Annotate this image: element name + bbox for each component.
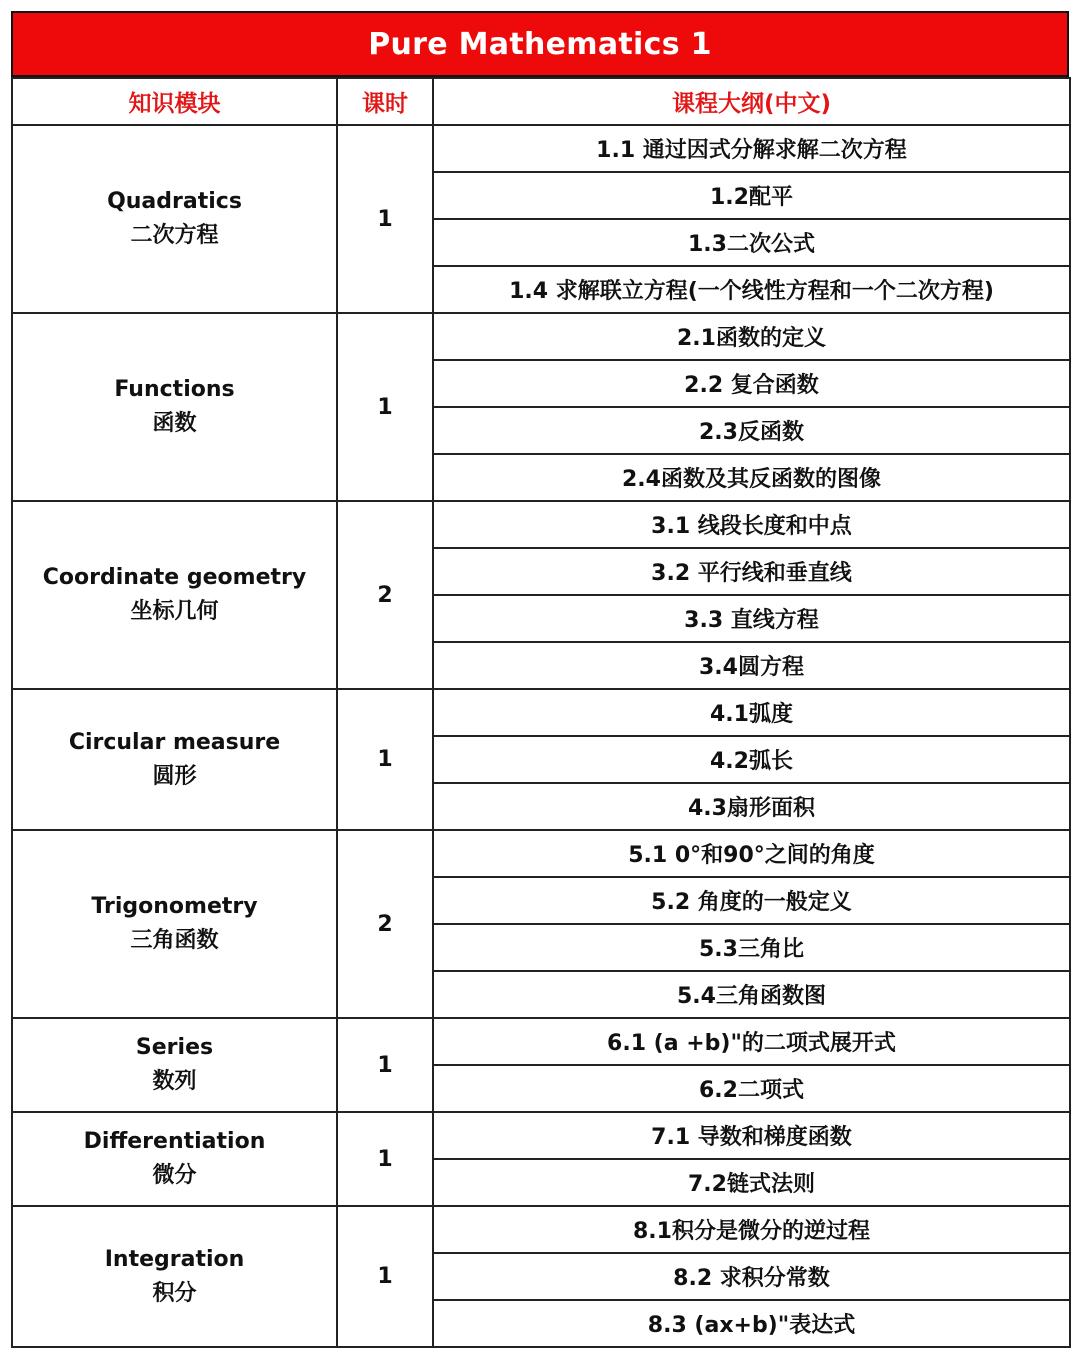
outline-item: 6.1 (a +b)"的二项式展开式 [433,1018,1070,1065]
outline-item: 1.2配平 [433,172,1070,219]
header-outline: 课程大纲(中文) [433,78,1070,125]
outline-item: 4.2弧长 [433,736,1070,783]
outline-item: 2.3反函数 [433,407,1070,454]
hours-cell: 1 [337,313,433,501]
module-name-zh: 坐标几何 [130,599,219,624]
table-row [12,1018,1070,1065]
module-cell [12,1206,337,1347]
module-name-zh: 圆形 [152,763,197,789]
hours-cell: 1 [337,689,433,830]
hours-cell: 1 [337,1018,433,1112]
module-name-en: Trigonometry [91,894,258,919]
module-name-en: Coordinate geometry [42,565,307,590]
outline-item: 3.2 平行线和垂直线 [433,548,1070,595]
table-row [12,1112,1070,1159]
outline-item: 7.1 导数和梯度函数 [433,1112,1070,1159]
module-cell [12,1018,337,1112]
module-name-zh: 函数 [152,411,197,436]
table-row [12,313,1070,360]
header-row [12,78,1070,125]
module-name-zh: 三角函数 [130,928,219,953]
outline-item: 2.2 复合函数 [433,360,1070,407]
header-hours: 课时 [337,78,433,125]
module-cell [12,501,337,689]
hours-cell: 1 [337,1112,433,1206]
outline-item: 3.3 直线方程 [433,595,1070,642]
outline-item: 5.3三角比 [433,924,1070,971]
module-cell [12,830,337,1018]
outline-item: 8.1积分是微分的逆过程 [433,1206,1070,1253]
outline-item: 8.2 求积分常数 [433,1253,1070,1300]
module-name-zh: 积分 [152,1280,197,1306]
table-row [12,125,1070,172]
module-name-en: Functions [114,377,235,402]
outline-item: 5.1 0°和90°之间的角度 [433,830,1070,877]
table-row [12,830,1070,877]
module-name-en: Series [135,1035,214,1060]
module-cell [12,125,337,313]
module-cell [12,313,337,501]
hours-cell: 2 [337,501,433,689]
outline-item: 2.1函数的定义 [433,313,1070,360]
module-name-zh: 数列 [152,1069,197,1094]
outline-item: 5.2 角度的一般定义 [433,877,1070,924]
hours-cell: 1 [337,125,433,313]
outline-item: 1.4 求解联立方程(一个线性方程和一个二次方程) [433,266,1070,313]
module-name-en: Differentiation [83,1129,266,1154]
table-title: Pure Mathematics 1 [11,11,1069,77]
module-name-en: Quadratics [107,189,242,214]
module-name-en: Integration [104,1246,245,1272]
outline-item: 1.3二次公式 [433,219,1070,266]
outline-item: 4.1弧度 [433,689,1070,736]
module-name-zh: 二次方程 [130,223,219,248]
hours-cell: 1 [337,1206,433,1347]
outline-item: 6.2二项式 [433,1065,1070,1112]
module-cell [12,689,337,830]
outline-item: 3.1 线段长度和中点 [433,501,1070,548]
outline-item: 8.3 (ax+b)"表达式 [433,1300,1070,1347]
module-cell [12,1112,337,1206]
table-row [12,1206,1070,1253]
syllabus-container [11,11,1069,1348]
outline-item: 7.2链式法则 [433,1159,1070,1206]
outline-item: 4.3扇形面积 [433,783,1070,830]
outline-item: 2.4函数及其反函数的图像 [433,454,1070,501]
module-name-en: Circular measure [68,729,281,755]
hours-cell: 2 [337,830,433,1018]
header-module: 知识模块 [12,78,337,125]
syllabus-table [11,77,1071,1348]
table-row [12,501,1070,548]
outline-item: 3.4圆方程 [433,642,1070,689]
table-row [12,689,1070,736]
module-name-zh: 微分 [152,1163,197,1188]
syllabus-body [12,125,1070,1347]
outline-item: 1.1 通过因式分解求解二次方程 [433,125,1070,172]
outline-item: 5.4三角函数图 [433,971,1070,1018]
